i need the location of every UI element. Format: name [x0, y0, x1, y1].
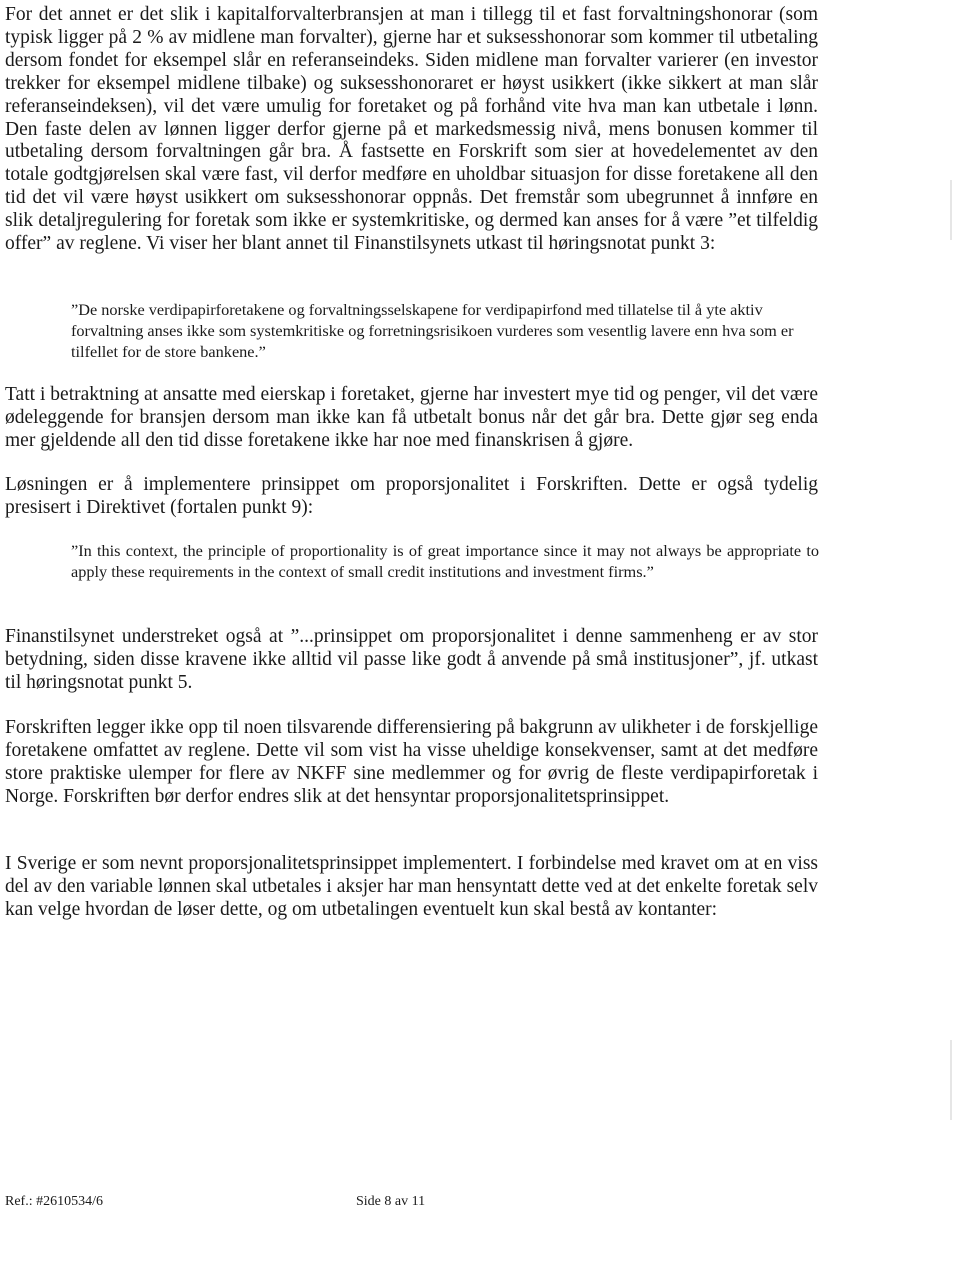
paragraph-solution: Løsningen er å implementere prinsippet om proporsjonalitet i Forskriften. Dette er også tydelig presisert i Direktivet (fortalen punkt 9):: [5, 474, 818, 518]
paragraph-fixed-fee: For det annet er det slik i kapitalforvalterbransjen at man i tillegg til et fast forvaltningshonorar (som typisk ligger på 2 % av midlene man forvalter), gjerne har et suksesshonorar som kommer til utbetaling dersom fondet for eksempel slår en referanseindeks. Siden midlene man forvalter varierer (en investor trekker for eksempel midlene tilbake) og suksesshonoraret er høyst usikkert (ikke sikkert at man slår referanseindeksen), vil det være umulig for foretaket og på forhånd vite hva man kan utbetale i lønn. Den faste delen av lønnen ligger derfor gjerne på et markedsmessig nivå, mens bonusen kommer til utbetaling dersom forvaltningen går bra. Å fastsette en Forskrift som sier at hovedelementet av den totale godtgjørelsen skal være fast, vil derfor medføre en uholdbar situasjon for disse foretakene all den tid det vil være høyst usikkert om suksesshonorar oppnås. Det fremstår som ubegrunnet å innføre en slik detaljregulering for foretak som ikke er systemkritiske, og dermed kan anses for å være ”et tilfeldig offer” av reglene. Vi viser her blant annet til Finanstilsynets utkast til høringsnotat punkt 3:: [5, 4, 818, 255]
paragraph-sweden: I Sverige er som nevnt proporsjonalitetsprinsippet implementert. I forbindelse med kravet om at en viss del av den variable lønnen skal utbetales i aksjer har man hensyntatt dette ved at det enkelte foretak selv kan velge hvordan de løser dette, og om utbetalingen eventuelt kun skal bestå av kontanter:: [5, 853, 818, 920]
scan-edge-mark: [950, 1040, 952, 1120]
quote-norwegian: ”De norske verdipapirforetakene og forvaltningsselskapene for verdipapirfond med tillatelse til å yte aktiv forvaltning anses ikke som systemkritiske og forretningsrisikoen vurderes som vesentlig lavere enn hva som er tilfellet for de store bankene.”: [71, 300, 794, 361]
paragraph-finanstilsynet: Finanstilsynet understreket også at ”...prinsippet om proporsjonalitet i denne sammenheng er av stor betydning, siden disse kravene ikke alltid vil passe like godt å anvende på små institusjoner”, jf. utkast til høringsnotat punkt 5.: [5, 626, 818, 693]
footer-reference: Ref.: #2610534/6: [5, 1194, 103, 1209]
scan-edge-mark: [950, 180, 952, 240]
paragraph-differentiation: Forskriften legger ikke opp til noen tilsvarende differensiering på bakgrunn av ulikheter i de forskjellige foretakene omfattet av reglene. Dette vil som vist ha visse uheldige konsekvenser, samt at det medføre store praktiske ulemper for flere av NKFF sine medlemmer og for øvrig de fleste verdipapirforetak i Norge. Forskriften bør derfor endres slik at det hensyntar proporsjonalitetsprinsippet.: [5, 717, 818, 807]
footer-page-number: Side 8 av 11: [356, 1194, 426, 1209]
paragraph-ownership: Tatt i betraktning at ansatte med eierskap i foretaket, gjerne har investert mye tid og penger, vil det være ødeleggende for bransjen dersom man ikke kan få utbetalt bonus når det går bra. Dette gjør seg enda mer gjeldende all den tid disse foretakene ikke har noe med finanskrisen å gjøre.: [5, 384, 818, 451]
quote-directive: ”In this context, the principle of proportionality is of great importance since it may not always be appropriate to apply these requirements in the context of small credit institutions and investment firms.”: [71, 541, 819, 581]
